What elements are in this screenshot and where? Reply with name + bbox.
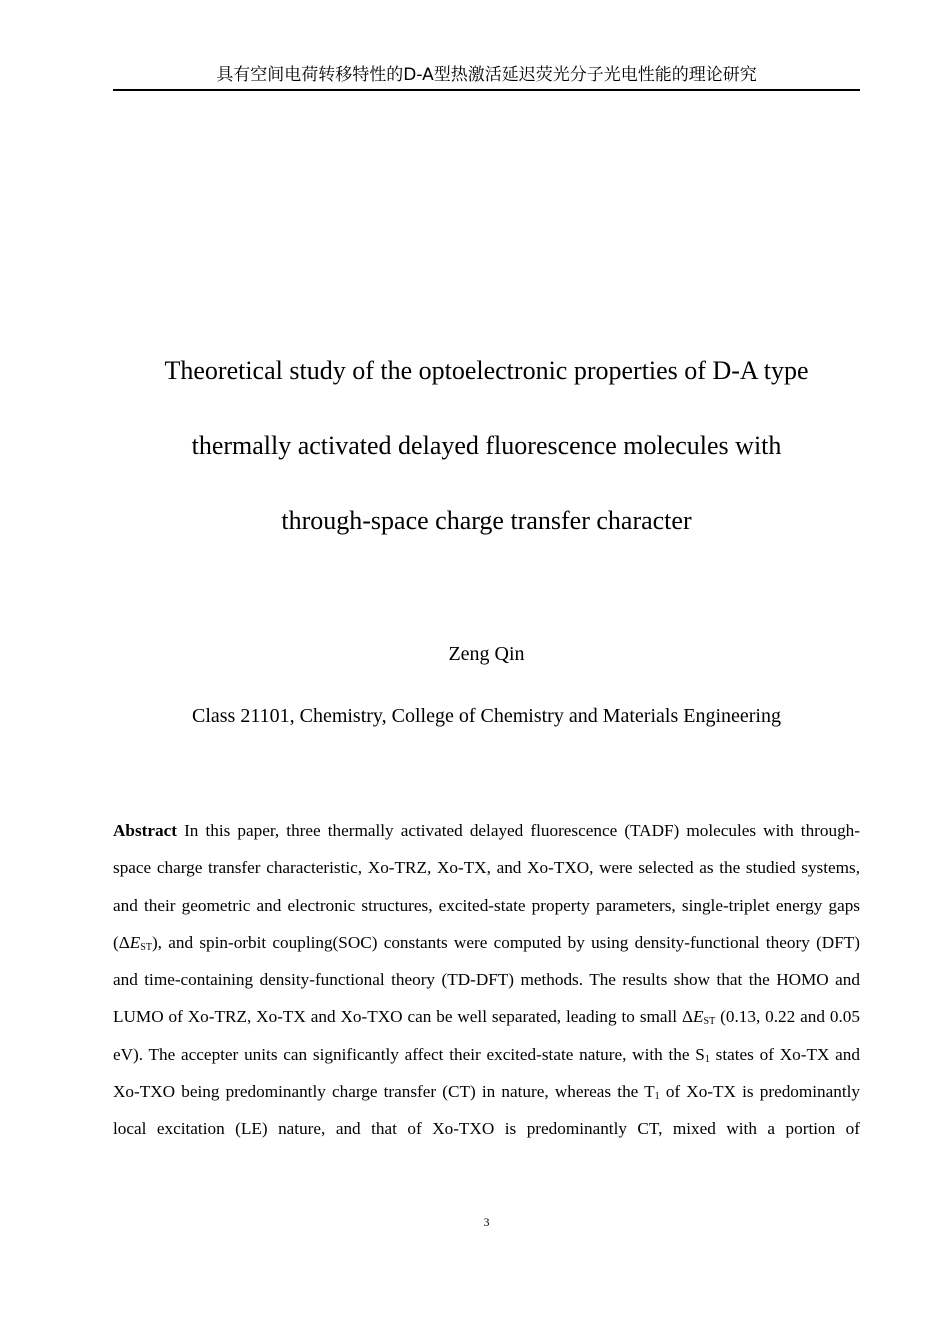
s1-subscript: 1: [704, 1053, 710, 1065]
page-number: 3: [483, 1215, 490, 1229]
energy-symbol: E: [693, 1007, 704, 1027]
abstract-label: Abstract: [113, 821, 177, 840]
title-line-2: thermally activated delayed fluorescence molecules with: [191, 431, 782, 460]
author-name: Zeng Qin: [448, 643, 525, 665]
energy-symbol: E: [129, 932, 141, 952]
author-affiliation: Class 21101, Chemistry, College of Chemistry and Materials Engineering: [192, 705, 781, 727]
paper-title: [113, 333, 860, 558]
st-subscript: ST: [703, 1016, 716, 1028]
abstract-text-4: states of Xo-TX and Xo-TXO being predominantly charge transfer (CT) in nature, whereas the T: [113, 1044, 860, 1102]
abstract-text-2: ), and spin-orbit coupling(SOC) constants were computed by using density-functional theory (DFT) and time-containing density-functional theory (TD-DFT) methods. The results show that the HOMO and LUMO of Xo-TRZ, Xo-TX and Xo-TXO can be well separated, leading to small Δ: [113, 932, 860, 1027]
abstract-text-5: of Xo-TX is predominantly local excitation (LE) nature, and that of Xo-TXO is predominantly CT, mixed with a portion of: [113, 1082, 860, 1139]
abstract-text-1: In this paper, three thermally activated delayed fluorescence (TADF) molecules with through-space charge transfer characteristic, Xo-TRZ, Xo-TX, and Xo-TXO, were selected as the studied systems, and their geometric and electronic structures, excited-state property parameters, single-triplet energy gaps (Δ: [113, 821, 860, 952]
t1-subscript: 1: [654, 1091, 660, 1103]
running-header: 具有空间电荷转移特性的D-A型热激活延迟荧光分子光电性能的理论研究: [113, 64, 860, 91]
title-line-3: through-space charge transfer character: [281, 506, 692, 535]
title-line-1: Theoretical study of the optoelectronic properties of D-A type: [164, 356, 809, 385]
abstract-paragraph: [113, 812, 860, 1148]
abstract-text-3: (0.13, 0.22 and 0.05 eV). The accepter units can significantly affect their excited-state nature, with the S: [113, 1007, 860, 1064]
st-subscript: ST: [140, 941, 152, 953]
